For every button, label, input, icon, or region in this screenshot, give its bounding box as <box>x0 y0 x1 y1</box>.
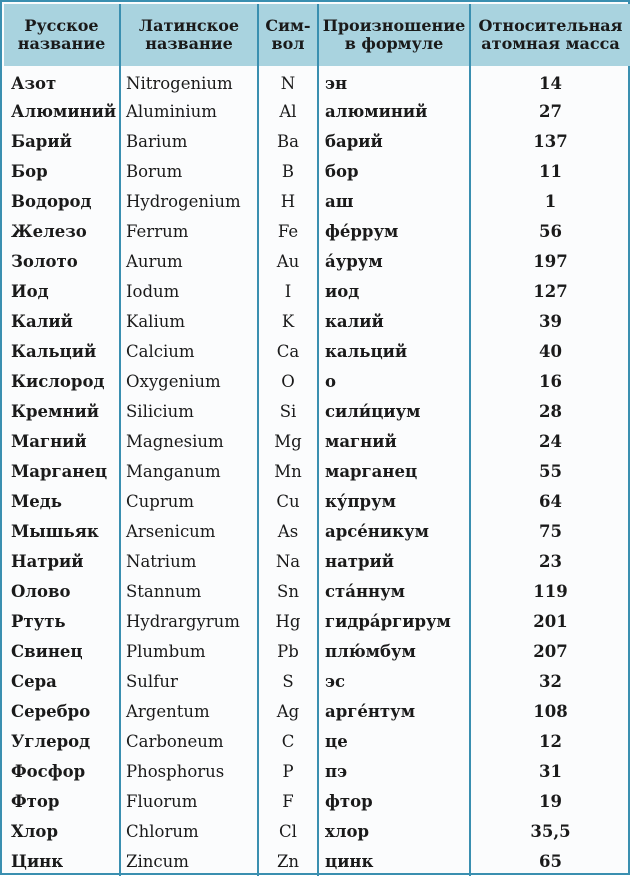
table-row <box>4 546 630 576</box>
table-row <box>4 306 630 336</box>
table-row <box>4 426 630 456</box>
pronunciation-cell: ста́ннум <box>318 576 470 606</box>
pronunciation-cell: аш <box>318 186 470 216</box>
symbol-cell: K <box>258 306 318 336</box>
table-row <box>4 576 630 606</box>
latin-name-cell: Chlorum <box>120 816 258 846</box>
symbol-cell: S <box>258 666 318 696</box>
pronunciation-cell: иод <box>318 276 470 306</box>
atomic-mass-cell: 31 <box>539 761 562 781</box>
russian-name-cell: Олово <box>4 576 120 606</box>
latin-name-cell: Nitrogenium <box>120 66 258 96</box>
atomic-mass-cell: 127 <box>533 281 568 301</box>
pronunciation-cell: калий <box>318 306 470 336</box>
atomic-mass-cell: 201 <box>533 611 568 631</box>
table-row <box>4 396 630 426</box>
russian-name-cell: Хлор <box>4 816 120 846</box>
atomic-mass-cell: 40 <box>539 341 562 361</box>
table-row <box>4 696 630 726</box>
latin-name-cell: Phosphorus <box>120 756 258 786</box>
pronunciation-cell: арге́нтум <box>318 696 470 726</box>
latin-name-cell: Hydrogenium <box>120 186 258 216</box>
table-row <box>4 186 630 216</box>
atomic-mass-cell: 56 <box>539 221 562 241</box>
symbol-cell: I <box>258 276 318 306</box>
atomic-mass-cell: 14 <box>539 73 562 93</box>
pronunciation-cell: о <box>318 366 470 396</box>
table-row <box>4 846 630 876</box>
symbol-cell: P <box>258 756 318 786</box>
pronunciation-cell: бор <box>318 156 470 186</box>
table-row <box>4 636 630 666</box>
atomic-mass-cell: 137 <box>533 131 568 151</box>
symbol-cell: O <box>258 366 318 396</box>
symbol-cell: Cu <box>258 486 318 516</box>
russian-name-cell: Фосфор <box>4 756 120 786</box>
latin-name-cell: Borum <box>120 156 258 186</box>
symbol-cell: C <box>258 726 318 756</box>
header-russian-name: Русское название <box>4 4 120 66</box>
symbol-cell: Ag <box>258 696 318 726</box>
russian-name-cell: Марганец <box>4 456 120 486</box>
symbol-cell: Zn <box>258 846 318 876</box>
atomic-mass-cell: 39 <box>539 311 562 331</box>
latin-name-cell: Fluorum <box>120 786 258 816</box>
symbol-cell: N <box>258 66 318 96</box>
latin-name-cell: Stannum <box>120 576 258 606</box>
symbol-cell: Na <box>258 546 318 576</box>
pronunciation-cell: фтор <box>318 786 470 816</box>
pronunciation-cell: фе́ррум <box>318 216 470 246</box>
pronunciation-cell: а́урум <box>318 246 470 276</box>
russian-name-cell: Серебро <box>4 696 120 726</box>
russian-name-cell: Бор <box>4 156 120 186</box>
table-row <box>4 456 630 486</box>
chemical-elements-table <box>4 4 630 876</box>
latin-name-cell: Arsenicum <box>120 516 258 546</box>
latin-name-cell: Hydrargyrum <box>120 606 258 636</box>
symbol-cell: Pb <box>258 636 318 666</box>
atomic-mass-cell: 19 <box>539 791 562 811</box>
atomic-mass-cell: 207 <box>533 641 568 661</box>
symbol-cell: Cl <box>258 816 318 846</box>
russian-name-cell: Сера <box>4 666 120 696</box>
russian-name-cell: Железо <box>4 216 120 246</box>
atomic-mass-cell: 64 <box>539 491 562 511</box>
symbol-cell: F <box>258 786 318 816</box>
russian-name-cell: Барий <box>4 126 120 156</box>
symbol-cell: Ca <box>258 336 318 366</box>
latin-name-cell: Silicium <box>120 396 258 426</box>
pronunciation-cell: алюминий <box>318 96 470 126</box>
latin-name-cell: Barium <box>120 126 258 156</box>
pronunciation-cell: кальций <box>318 336 470 366</box>
table-row <box>4 666 630 696</box>
latin-name-cell: Sulfur <box>120 666 258 696</box>
header-pronunciation: Произношение в формуле <box>318 4 470 66</box>
russian-name-cell: Иод <box>4 276 120 306</box>
atomic-mass-cell: 12 <box>539 731 562 751</box>
atomic-mass-cell: 65 <box>539 851 562 871</box>
table-row <box>4 96 630 126</box>
pronunciation-cell: натрий <box>318 546 470 576</box>
table-row <box>4 66 630 96</box>
atomic-mass-cell: 28 <box>539 401 562 421</box>
pronunciation-cell: эс <box>318 666 470 696</box>
russian-name-cell: Углерод <box>4 726 120 756</box>
latin-name-cell: Plumbum <box>120 636 258 666</box>
pronunciation-cell: марганец <box>318 456 470 486</box>
atomic-mass-cell: 35,5 <box>530 821 571 841</box>
table-row <box>4 816 630 846</box>
latin-name-cell: Argentum <box>120 696 258 726</box>
table-row <box>4 486 630 516</box>
latin-name-cell: Ferrum <box>120 216 258 246</box>
symbol-cell: H <box>258 186 318 216</box>
russian-name-cell: Алюминий <box>4 96 120 126</box>
table-row <box>4 756 630 786</box>
symbol-cell: Sn <box>258 576 318 606</box>
latin-name-cell: Cuprum <box>120 486 258 516</box>
pronunciation-cell: це <box>318 726 470 756</box>
atomic-mass-cell: 197 <box>533 251 568 271</box>
atomic-mass-cell: 11 <box>539 161 562 181</box>
symbol-cell: Al <box>258 96 318 126</box>
atomic-mass-cell: 16 <box>539 371 562 391</box>
russian-name-cell: Кислород <box>4 366 120 396</box>
russian-name-cell: Кальций <box>4 336 120 366</box>
table-row <box>4 366 630 396</box>
pronunciation-cell: пэ <box>318 756 470 786</box>
russian-name-cell: Водород <box>4 186 120 216</box>
atomic-mass-cell: 23 <box>539 551 562 571</box>
russian-name-cell: Натрий <box>4 546 120 576</box>
pronunciation-cell: ку́прум <box>318 486 470 516</box>
symbol-cell: Fe <box>258 216 318 246</box>
atomic-mass-cell: 1 <box>544 191 557 211</box>
table-row <box>4 246 630 276</box>
symbol-cell: B <box>258 156 318 186</box>
table-row <box>4 156 630 186</box>
latin-name-cell: Natrium <box>120 546 258 576</box>
latin-name-cell: Magnesium <box>120 426 258 456</box>
symbol-cell: Mg <box>258 426 318 456</box>
latin-name-cell: Kalium <box>120 306 258 336</box>
latin-name-cell: Aluminium <box>120 96 258 126</box>
header-symbol: Сим- вол <box>258 4 318 66</box>
atomic-mass-cell: 27 <box>539 101 562 121</box>
table-row <box>4 276 630 306</box>
table-header <box>4 4 630 66</box>
atomic-mass-cell: 32 <box>539 671 562 691</box>
table-row <box>4 126 630 156</box>
atomic-mass-cell: 24 <box>539 431 562 451</box>
russian-name-cell: Медь <box>4 486 120 516</box>
russian-name-cell: Свинец <box>4 636 120 666</box>
table-row <box>4 726 630 756</box>
header-latin-name: Латинское название <box>120 4 258 66</box>
russian-name-cell: Фтор <box>4 786 120 816</box>
atomic-mass-cell: 75 <box>539 521 562 541</box>
pronunciation-cell: барий <box>318 126 470 156</box>
symbol-cell: Mn <box>258 456 318 486</box>
table-row <box>4 786 630 816</box>
latin-name-cell: Iodum <box>120 276 258 306</box>
russian-name-cell: Азот <box>4 66 120 96</box>
atomic-mass-cell: 108 <box>533 701 568 721</box>
russian-name-cell: Ртуть <box>4 606 120 636</box>
latin-name-cell: Oxygenium <box>120 366 258 396</box>
symbol-cell: Si <box>258 396 318 426</box>
symbol-cell: Au <box>258 246 318 276</box>
table-row <box>4 336 630 366</box>
symbol-cell: Hg <box>258 606 318 636</box>
table-row <box>4 606 630 636</box>
atomic-mass-cell: 55 <box>539 461 562 481</box>
russian-name-cell: Мышьяк <box>4 516 120 546</box>
symbol-cell: As <box>258 516 318 546</box>
latin-name-cell: Zincum <box>120 846 258 876</box>
pronunciation-cell: арсе́никум <box>318 516 470 546</box>
russian-name-cell: Магний <box>4 426 120 456</box>
pronunciation-cell: сили́циум <box>318 396 470 426</box>
table-body <box>4 66 630 876</box>
pronunciation-cell: эн <box>318 66 470 96</box>
latin-name-cell: Carboneum <box>120 726 258 756</box>
atomic-mass-cell: 119 <box>533 581 568 601</box>
table-row <box>4 216 630 246</box>
pronunciation-cell: хлор <box>318 816 470 846</box>
russian-name-cell: Цинк <box>4 846 120 876</box>
header-row <box>4 4 630 66</box>
russian-name-cell: Золото <box>4 246 120 276</box>
latin-name-cell: Aurum <box>120 246 258 276</box>
russian-name-cell: Кремний <box>4 396 120 426</box>
pronunciation-cell: цинк <box>318 846 470 876</box>
russian-name-cell: Калий <box>4 306 120 336</box>
pronunciation-cell: гидра́ргирум <box>318 606 470 636</box>
pronunciation-cell: магний <box>318 426 470 456</box>
latin-name-cell: Manganum <box>120 456 258 486</box>
table-row <box>4 516 630 546</box>
header-atomic-mass: Относительная атомная масса <box>478 16 623 53</box>
latin-name-cell: Calcium <box>120 336 258 366</box>
symbol-cell: Ba <box>258 126 318 156</box>
pronunciation-cell: плю́мбум <box>318 636 470 666</box>
